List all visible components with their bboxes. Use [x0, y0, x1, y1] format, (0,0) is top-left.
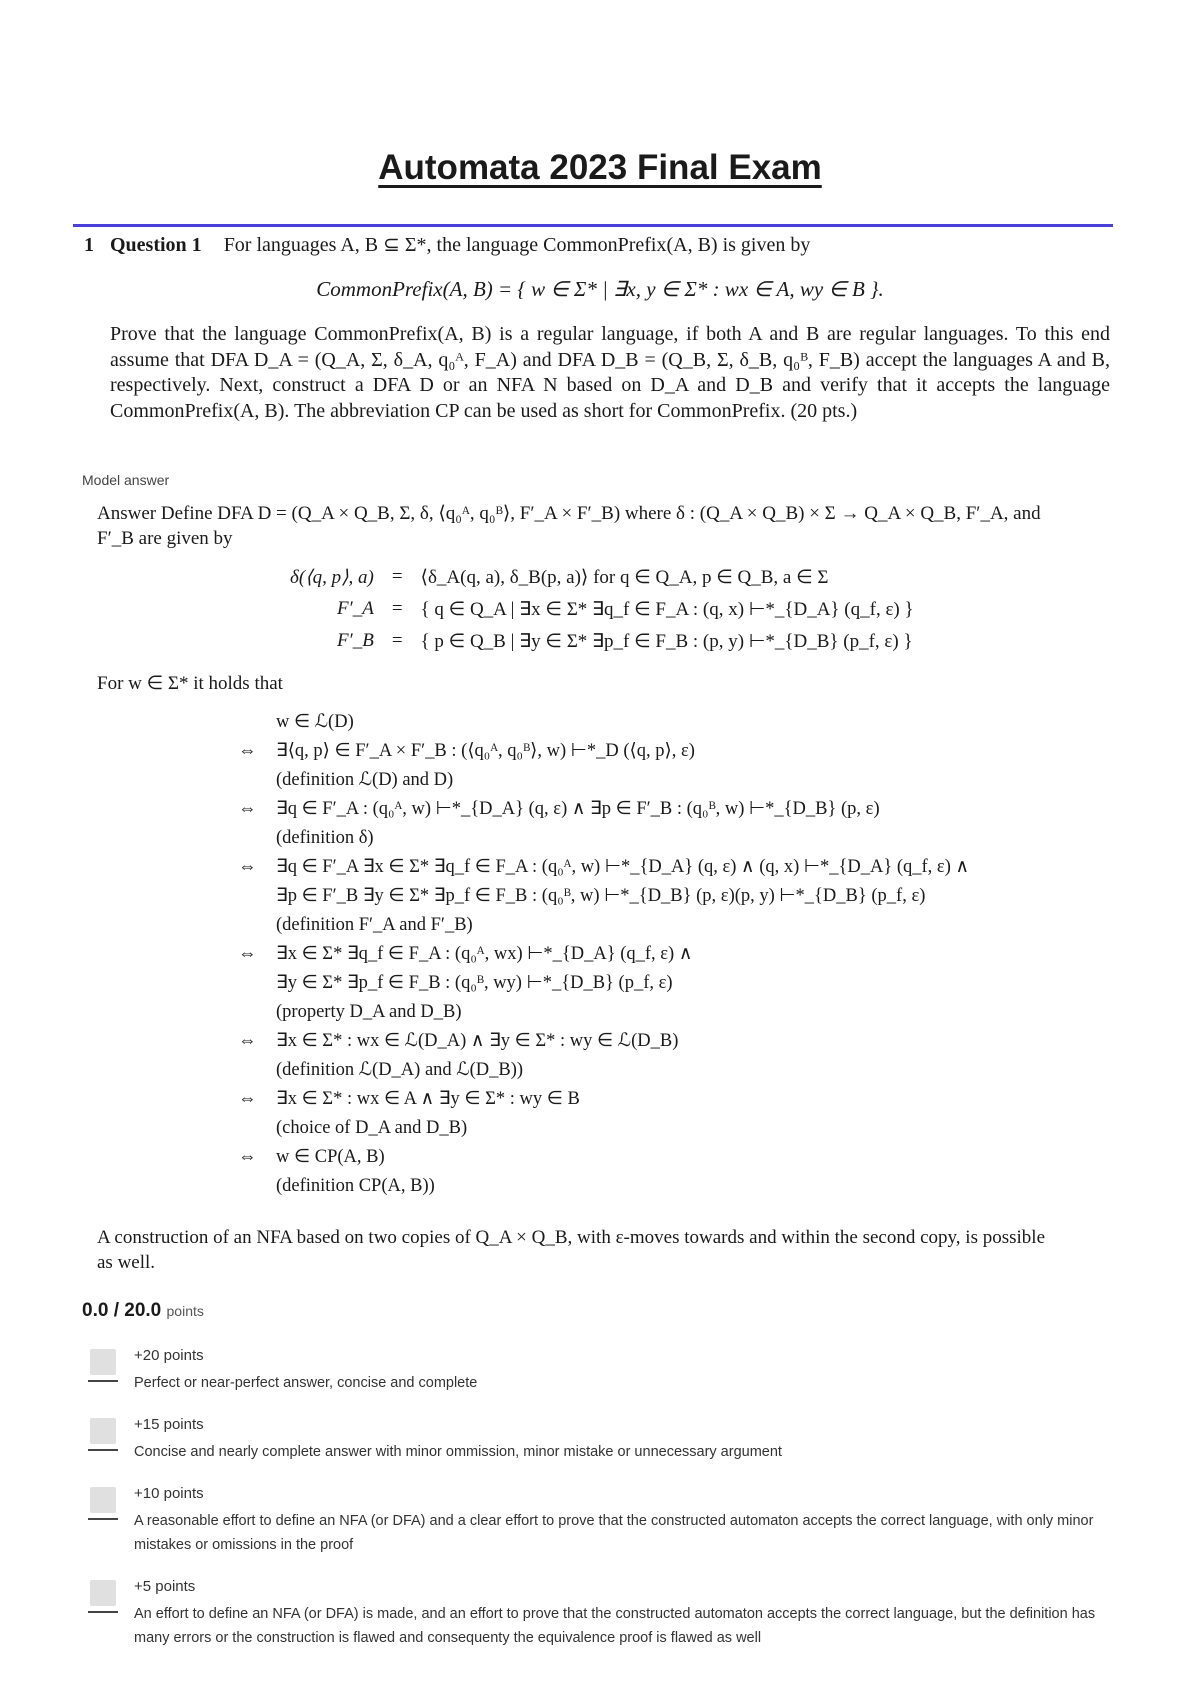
rubric-points: +10 points [134, 1485, 204, 1502]
proof-step: ⇔ w ∈ CP(A, B) [238, 1147, 385, 1167]
rubric-points: +15 points [134, 1416, 204, 1433]
answer-note: A construction of an NFA based on two copies of Q_A × Q_B, with ε-moves towards and within the second copy, is possible as well. [97, 1227, 1045, 1273]
proof-justification: (choice of D_A and D_B) [276, 1118, 468, 1138]
definition-row: δ(⟨q, p⟩, a) = ⟨δ_A(q, a), δ_B(p, a)⟩ for q ∈ Q_A, p ∈ Q_B, a ∈ Σ [282, 562, 922, 592]
equivalence-proof [238, 708, 969, 1201]
rubric-description: Perfect or near-perfect answer, concise and complete [134, 1375, 478, 1391]
definition-row: F′_B = { p ∈ Q_B | ∃y ∈ Σ* ∃p_f ∈ F_B : (p, y) ⊢*_{D_B} (p_f, ε) } [282, 626, 922, 656]
rubric-checkbox[interactable] [90, 1487, 116, 1513]
proof-justification: (property D_A and D_B) [276, 1002, 462, 1022]
proof-step: ⇔ ∃x ∈ Σ* : wx ∈ A ∧ ∃y ∈ Σ* : wy ∈ B [238, 1089, 580, 1109]
rubric-description: A reasonable effort to define an NFA (or DFA) and a clear effort to prove that the constructed automaton accepts the correct language, with only minor mistakes or omissions in the proof [134, 1513, 1094, 1553]
score-value: 0.0 / 20.0 [82, 1300, 162, 1321]
question-number: 1 [84, 234, 94, 256]
page-title: Automata 2023 Final Exam [378, 148, 822, 187]
model-answer-label: Model answer [82, 472, 170, 488]
proof-justification: (definition δ) [276, 828, 374, 848]
question-intro: For languages A, B ⊆ Σ*, the language CommonPrefix(A, B) is given by [223, 234, 811, 256]
definition-lhs: F′_B [336, 630, 374, 651]
score-unit: points [166, 1303, 204, 1319]
proof-justification: (definition ℒ(D_A) and ℒ(D_B)) [276, 1060, 524, 1080]
proof-step: w ∈ ℒ(D) [276, 712, 354, 732]
rubric-description: Concise and nearly complete answer with minor ommission, minor mistake or unnecessary argument [134, 1444, 782, 1460]
answer-intro: Answer Define DFA D = (Q_A × Q_B, Σ, δ, ⟨q₀ᴬ, q₀ᴮ⟩, F′_A × F′_B) where δ : (Q_A × Q_B) × Σ → Q_A × Q_B, F′_A, and F′_B are given by [97, 503, 1041, 549]
proof-step: ⇔ ∃x ∈ Σ* ∃q_f ∈ F_A : (q₀ᴬ, wx) ⊢*_{D_A} (q_f, ε) ∧ [238, 944, 693, 964]
transition-definitions [280, 560, 924, 658]
rubric-checkbox[interactable] [90, 1418, 116, 1444]
proof-justification: (definition CP(A, B)) [276, 1176, 435, 1196]
rubric-points: +5 points [134, 1578, 196, 1595]
proof-step: ∃p ∈ F′_B ∃y ∈ Σ* ∃p_f ∈ F_B : (q₀ᴮ, w) ⊢*_{D_B} (p, ε)(p, y) ⊢*_{D_B} (p_f, ε) [276, 886, 926, 906]
question-header [110, 232, 810, 257]
rubric-checkbox[interactable] [90, 1349, 116, 1375]
title-divider [73, 224, 1113, 227]
question-body: Prove that the language CommonPrefix(A, B) is a regular language, if both A and B are regular languages. To this end assume that DFA D_A = (Q_A, Σ, δ_A, q₀ᴬ, F_A) and DFA D_B = (Q_B, Σ, δ_B, q₀ᴮ, F_B) accept the languages A and B, respectively. Next, construct a DFA D or an NFA N based on D_A and D_B and verify that it accepts the language CommonPrefix(A, B). The abbreviation CP can be used as short for CommonPrefix. (20 pts.) [110, 323, 1110, 422]
proof-step: ⇔ ∃q ∈ F′_A ∃x ∈ Σ* ∃q_f ∈ F_A : (q₀ᴬ, w) ⊢*_{D_A} (q, ε) ∧ (q, x) ⊢*_{D_A} (q_f, ε) ∧ [238, 857, 970, 877]
proof-justification: (definition ℒ(D) and D) [276, 770, 454, 790]
definition-row: F′_A = { q ∈ Q_A | ∃x ∈ Σ* ∃q_f ∈ F_A : (q, x) ⊢*_{D_A} (q_f, ε) } [282, 594, 922, 624]
definition-rhs: ⟨δ_A(q, a), δ_B(p, a)⟩ for q ∈ Q_A, p ∈ Q_B, a ∈ Σ [420, 566, 829, 588]
score-display [82, 1300, 204, 1322]
common-prefix-definition: CommonPrefix(A, B) = { w ∈ Σ* | ∃x, y ∈ Σ* : wx ∈ A, wy ∈ B }. [316, 277, 884, 301]
definition-lhs: δ(⟨q, p⟩, a) [290, 566, 374, 588]
proof-step: ∃y ∈ Σ* ∃p_f ∈ F_B : (q₀ᴮ, wy) ⊢*_{D_B} (p_f, ε) [276, 973, 673, 993]
proof-step: ⇔ ∃x ∈ Σ* : wx ∈ ℒ(D_A) ∧ ∃y ∈ Σ* : wy ∈ ℒ(D_B) [238, 1031, 679, 1051]
proof-justification: (definition F′_A and F′_B) [276, 915, 473, 935]
proof-step: ⇔ ∃q ∈ F′_A : (q₀ᴬ, w) ⊢*_{D_A} (q, ε) ∧ ∃p ∈ F′_B : (q₀ᴮ, w) ⊢*_{D_B} (p, ε) [238, 799, 880, 819]
definition-rhs: { q ∈ Q_A | ∃x ∈ Σ* ∃q_f ∈ F_A : (q, x) ⊢*_{D_A} (q_f, ε) } [420, 598, 914, 620]
proof-step: ⇔ ∃⟨q, p⟩ ∈ F′_A × F′_B : (⟨q₀ᴬ, q₀ᴮ⟩, w) ⊢*_D (⟨q, p⟩, ε) [238, 741, 695, 761]
question-label: Question 1 [110, 234, 202, 256]
rubric-points: +20 points [134, 1347, 204, 1364]
rubric-description: An effort to define an NFA (or DFA) is made, and an effort to prove that the constructed automaton accepts the correct language, but the definition has many errors or the construction is flawed and consequenty the equivalence proof is flawed as well [134, 1606, 1096, 1646]
definition-rhs: { p ∈ Q_B | ∃y ∈ Σ* ∃p_f ∈ F_B : (p, y) ⊢*_{D_B} (p_f, ε) } [420, 630, 913, 652]
holds-statement: For w ∈ Σ* it holds that [97, 673, 283, 694]
rubric-checkbox[interactable] [90, 1580, 116, 1606]
definition-lhs: F′_A [336, 598, 374, 619]
